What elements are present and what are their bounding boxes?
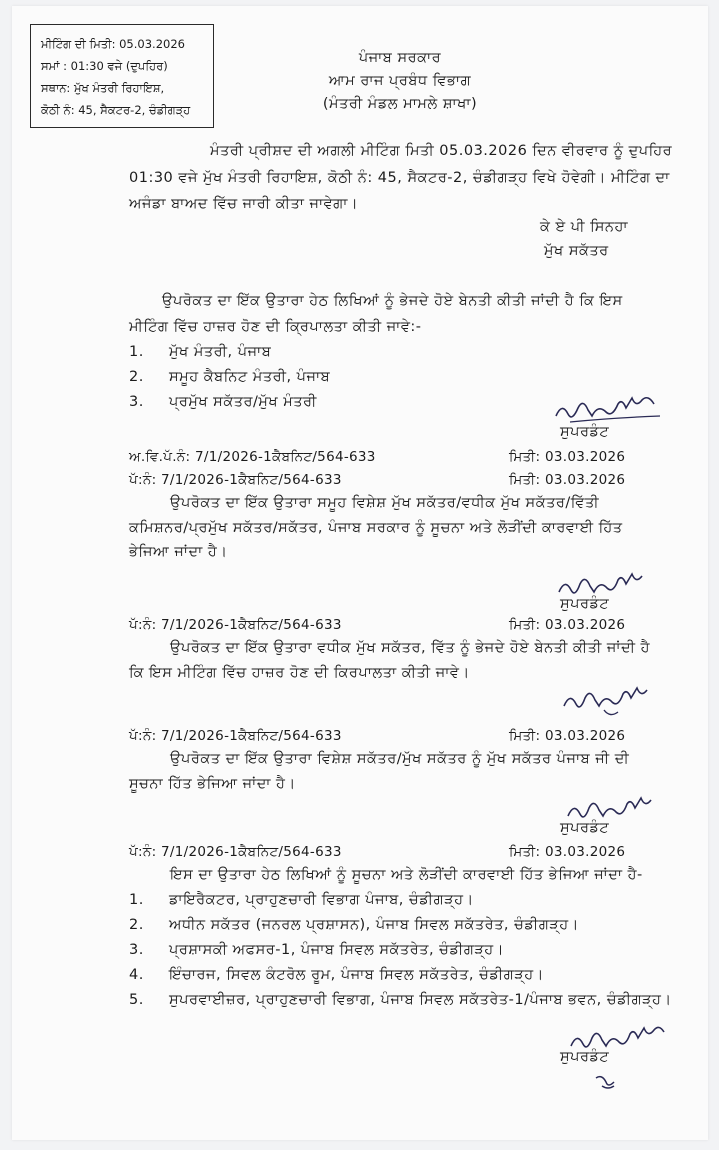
meeting-info-box	[30, 24, 214, 128]
chief-secretary-name: ਕੇ ਏ ਪੀ ਸਿਨਹਾ	[540, 219, 629, 235]
list-item-num: 3.	[129, 394, 144, 410]
ref2-line-1: ਉਪਰੋਕਤ ਦਾ ਇੱਕ ਉਤਾਰਾ ਵਧੀਕ ਮੁੱਖ ਸਕੱਤਰ, ਵਿੱਤ ਨੂੰ ਭੇਜਦੇ ਹੋਏ ਬੇਨਤੀ ਕੀਤੀ ਜਾਂਦੀ ਹੈ	[170, 640, 650, 656]
copy1-line-1: ਉਪਰੋਕਤ ਦਾ ਇੱਕ ਉਤਾਰਾ ਹੇਠ ਲਿਖਿਆਂ ਨੂੰ ਭੇਜਦੇ ਹੋਏ ਬੇਨਤੀ ਕੀਤੀ ਜਾਂਦੀ ਹੈ ਕਿ ਇਸ	[162, 293, 623, 309]
superintendent-label-2: ਸੁਪਰਡੰਟ	[560, 596, 610, 612]
meeting-place: ਸਥਾਨ: ਮੁੱਖ ਮੰਤਰੀ ਰਿਹਾਇਸ਼,	[41, 81, 165, 95]
list-item: ਪ੍ਰਸ਼ਾਸਕੀ ਅਫਸਰ-1, ਪੰਜਾਬ ਸਿਵਲ ਸਕੱਤਰੇਤ, ਚੰਡੀਗੜ੍ਹ।	[169, 942, 504, 958]
list-item-num: 2.	[129, 917, 144, 933]
ref3-line-2: ਸੂਚਨਾ ਹਿੱਤ ਭੇਜਿਆ ਜਾਂਦਾ ਹੈ।	[129, 776, 296, 792]
header-govt: ਪੰਜਾਬ ਸਰਕਾਰ	[358, 50, 442, 66]
meeting-time: ਸਮਾਂ : 01:30 ਵਜੇ (ਦੁਪਹਿਰ)	[41, 59, 168, 73]
intro-line-2: 01:30 ਵਜੇ ਮੁੱਖ ਮੰਤਰੀ ਰਿਹਾਇਸ਼, ਕੋਠੀ ਨੰ: 45, ਸੈਕਟਰ-2, ਚੰਡੀਗੜ੍ਹ ਵਿਖੇ ਹੋਵੇਗੀ। ਮੀਟਿੰਗ ਦਾ	[129, 170, 670, 186]
list-item-num: 4.	[129, 967, 144, 983]
ref3-line-1: ਉਪਰੋਕਤ ਦਾ ਇੱਕ ਉਤਾਰਾ ਵਿਸ਼ੇਸ਼ ਸਕੱਤਰ/ਮੁੱਖ ਸਕੱਤਰ ਨੂੰ ਮੁੱਖ ਸਕੱਤਰ ਪੰਜਾਬ ਜੀ ਦੀ	[170, 751, 630, 767]
superintendent-label-3: ਸੁਪਰਡੰਟ	[560, 820, 610, 836]
list-item: ਸਮੂਹ ਕੈਬਨਿਟ ਮੰਤਰੀ, ਪੰਜਾਬ	[169, 369, 331, 385]
intro-line-3: ਅਜੰਡਾ ਬਾਅਦ ਵਿੱਚ ਜਾਰੀ ਕੀਤਾ ਜਾਵੇਗਾ।	[129, 196, 359, 212]
list-item: ਪ੍ਰਮੁੱਖ ਸਕੱਤਰ/ਮੁੱਖ ਮੰਤਰੀ	[169, 394, 317, 410]
list-item: ਮੁੱਖ ਮੰਤਰੀ, ਪੰਜਾਬ	[169, 344, 272, 360]
superintendent-label-4: ਸੁਪਰਡੰਟ	[560, 1049, 610, 1065]
list-item-num: 5.	[129, 992, 144, 1008]
meeting-date: ਮੀਟਿੰਗ ਦੀ ਮਿਤੀ: 05.03.2026	[41, 37, 185, 51]
reference-number: ਪੱ:ਨੰ: 7/1/2026-1ਕੈਬਨਿਟ/564-633	[129, 617, 342, 633]
intro-line-1: ਮੰਤਰੀ ਪ੍ਰੀਸ਼ਦ ਦੀ ਅਗਲੀ ਮੀਟਿੰਗ ਮਿਤੀ 05.03.2026 ਦਿਨ ਵੀਰਵਾਰ ਨੂੰ ਦੁਪਹਿਰ	[210, 143, 673, 159]
reference-date: ਮਿਤੀ: 03.03.2026	[509, 449, 626, 465]
reference-date: ਮਿਤੀ: 03.03.2026	[509, 472, 626, 488]
reference-date: ਮਿਤੀ: 03.03.2026	[509, 617, 626, 633]
list-item: ਡਾਇਰੈਕਟਰ, ਪ੍ਰਾਹੁਣਚਾਰੀ ਵਿਭਾਗ ਪੰਜਾਬ, ਚੰਡੀਗੜ੍ਹ।	[169, 892, 474, 908]
header-department: ਆਮ ਰਾਜ ਪ੍ਰਬੰਧ ਵਿਭਾਗ	[328, 73, 472, 89]
initial-mark	[592, 1072, 622, 1096]
reference-number: ਪੱ:ਨੰ: 7/1/2026-1ਕੈਬਨਿਟ/564-633	[129, 472, 342, 488]
list-item-num: 3.	[129, 942, 144, 958]
document-page	[12, 6, 708, 1140]
reference-number: ਪੱ:ਨੰ: 7/1/2026-1ਕੈਬਨਿਟ/564-633	[129, 844, 342, 860]
list-item-num: 1.	[129, 892, 144, 908]
signature-3	[560, 686, 680, 726]
ref1-line-2: ਕਮਿਸ਼ਨਰ/ਪ੍ਰਮੁੱਖ ਸਕੱਤਰ/ਸਕੱਤਰ, ਪੰਜਾਬ ਸਰਕਾਰ ਨੂੰ ਸੂਚਨਾ ਅਤੇ ਲੋੜੀਂਦੀ ਕਾਰਵਾਈ ਹਿੱਤ	[129, 520, 623, 536]
list-item: ਅਧੀਨ ਸਕੱਤਰ (ਜਨਰਲ ਪ੍ਰਸ਼ਾਸਨ), ਪੰਜਾਬ ਸਿਵਲ ਸਕੱਤਰੇਤ, ਚੰਡੀਗੜ੍ਹ।	[169, 917, 579, 933]
list-item-num: 2.	[129, 369, 144, 385]
reference-number: ਪੱ:ਨੰ: 7/1/2026-1ਕੈਬਨਿਟ/564-633	[129, 728, 342, 744]
reference-number: ਅ.ਵਿ.ਪੱ.ਨੰ: 7/1/2026-1ਕੈਬਨਿਟ/564-633	[129, 449, 376, 465]
ref4-line-1: ਇਸ ਦਾ ਉਤਾਰਾ ਹੇਠ ਲਿਖਿਆਂ ਨੂੰ ਸੂਚਨਾ ਅਤੇ ਲੋੜੀਂਦੀ ਕਾਰਵਾਈ ਹਿੱਤ ਭੇਜਿਆ ਜਾਂਦਾ ਹੈ-	[170, 867, 643, 883]
reference-date: ਮਿਤੀ: 03.03.2026	[509, 728, 626, 744]
reference-date: ਮਿਤੀ: 03.03.2026	[509, 844, 626, 860]
ref2-line-2: ਕਿ ਇਸ ਮੀਟਿੰਗ ਵਿੱਚ ਹਾਜ਼ਰ ਹੋਣ ਦੀ ਕਿਰਪਾਲਤਾ ਕੀਤੀ ਜਾਵੇ।	[129, 665, 470, 681]
copy1-line-2: ਮੀਟਿੰਗ ਵਿੱਚ ਹਾਜ਼ਰ ਹੋਣ ਦੀ ਕ੍ਰਿਪਾਲਤਾ ਕੀਤੀ ਜਾਵੇ:-	[129, 319, 422, 335]
ref1-line-3: ਭੇਜਿਆ ਜਾਂਦਾ ਹੈ।	[129, 544, 228, 560]
superintendent-label-1: ਸੁਪਰਡੰਟ	[560, 424, 610, 440]
meeting-address: ਕੋਠੀ ਨੰ: 45, ਸੈਕਟਰ-2, ਚੰਡੀਗੜ੍ਹ	[41, 103, 191, 117]
list-item: ਸੁਪਰਵਾਈਜ਼ਰ, ਪ੍ਰਾਹੁਣਚਾਰੀ ਵਿਭਾਗ, ਪੰਜਾਬ ਸਿਵਲ ਸਕੱਤਰੇਤ-1/ਪੰਜਾਬ ਭਵਨ, ਚੰਡੀਗੜ੍ਹ।	[169, 992, 672, 1008]
list-item: ਇੰਚਾਰਜ, ਸਿਵਲ ਕੰਟਰੋਲ ਰੂਮ, ਪੰਜਾਬ ਸਿਵਲ ਸਕੱਤਰੇਤ, ਚੰਡੀਗੜ੍ਹ।	[169, 967, 544, 983]
ref1-line-1: ਉਪਰੋਕਤ ਦਾ ਇੱਕ ਉਤਾਰਾ ਸਮੂਹ ਵਿਸ਼ੇਸ਼ ਮੁੱਖ ਸਕੱਤਰ/ਵਧੀਕ ਮੁੱਖ ਸਕੱਤਰ/ਵਿੱਤੀ	[170, 495, 600, 511]
header-branch: (ਮੰਤਰੀ ਮੰਡਲ ਮਾਮਲੇ ਸ਼ਾਖਾ)	[322, 96, 478, 112]
chief-secretary-title: ਮੁੱਖ ਸਕੱਤਰ	[544, 243, 609, 259]
list-item-num: 1.	[129, 344, 144, 360]
